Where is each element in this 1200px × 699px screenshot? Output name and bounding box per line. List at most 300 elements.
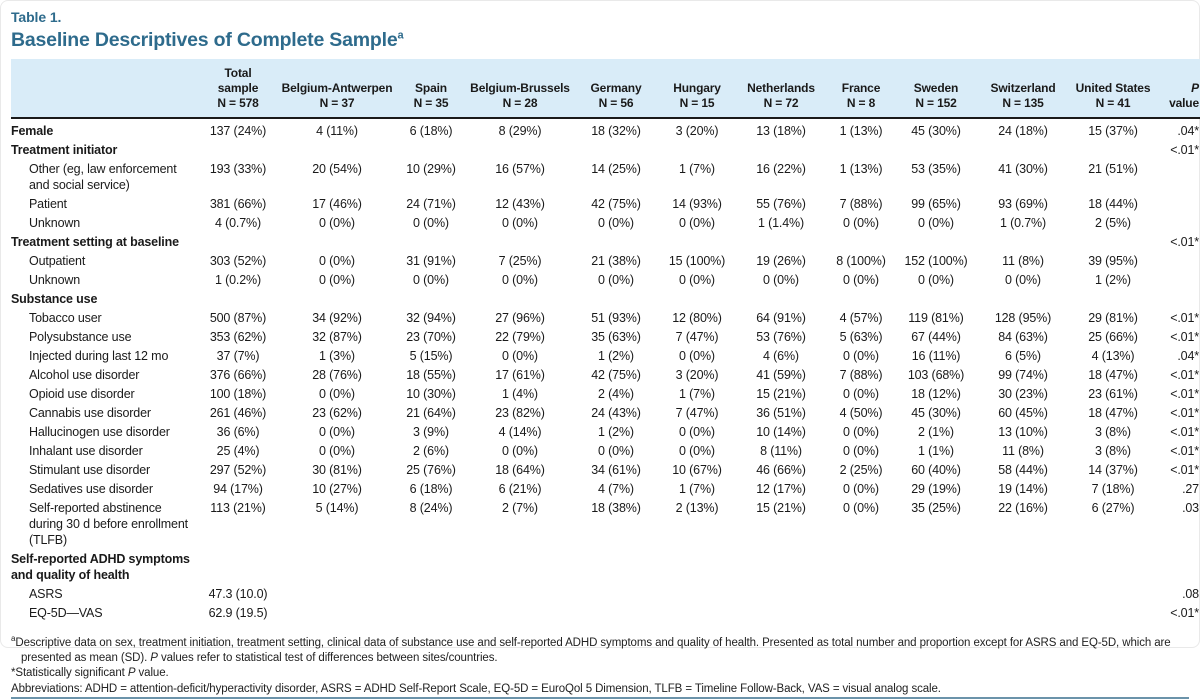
data-cell: 22 (16%) <box>998 501 1048 515</box>
data-cell: 58 (44%) <box>998 463 1048 477</box>
data-cell: 1 (13%) <box>839 162 883 176</box>
data-cell: 15 (21%) <box>756 501 806 515</box>
data-cell: 55 (76%) <box>756 197 806 211</box>
data-cell: 17 (61%) <box>495 368 545 382</box>
p-value-cell: <.01* <box>1170 235 1199 249</box>
table-row <box>11 271 1200 290</box>
data-cell: 7 (88%) <box>839 197 883 211</box>
data-cell <box>197 550 279 585</box>
data-cell <box>827 585 895 604</box>
table-row <box>11 366 1200 385</box>
data-cell: 17 (46%) <box>312 197 362 211</box>
table-title <box>11 29 1189 52</box>
data-cell <box>467 141 573 160</box>
table-title-footnote-marker: a <box>397 29 404 42</box>
data-cell: 39 (95%) <box>1088 254 1138 268</box>
data-cell: 0 (0%) <box>319 254 355 268</box>
data-cell <box>977 604 1069 623</box>
data-cell: 0 (0%) <box>843 216 879 230</box>
p-value-cell: .03 <box>1182 501 1199 515</box>
table-row <box>11 442 1200 461</box>
p-value-cell <box>1157 160 1200 195</box>
data-cell: 0 (0%) <box>843 349 879 363</box>
data-cell: 4 (57%) <box>839 311 883 325</box>
row-label: Substance use <box>11 292 98 306</box>
table-row <box>11 233 1200 252</box>
data-cell: 4 (50%) <box>839 406 883 420</box>
data-cell <box>395 585 467 604</box>
data-cell <box>659 141 735 160</box>
data-cell: 0 (0%) <box>679 273 715 287</box>
data-cell: 0 (0%) <box>843 444 879 458</box>
data-cell: 28 (76%) <box>312 368 362 382</box>
data-cell: 36 (51%) <box>756 406 806 420</box>
data-cell: 7 (18%) <box>1091 482 1135 496</box>
data-cell <box>977 585 1069 604</box>
data-cell: 2 (7%) <box>502 501 538 515</box>
data-cell: 64 (91%) <box>756 311 806 325</box>
data-cell: 41 (30%) <box>998 162 1048 176</box>
table-header-row <box>11 59 1200 118</box>
table-row <box>11 252 1200 271</box>
data-cell: 1 (0.2%) <box>214 273 262 287</box>
p-value-cell: <.01* <box>1170 330 1199 344</box>
data-cell: 2 (4%) <box>598 387 634 401</box>
data-cell: 6 (21%) <box>498 482 542 496</box>
data-cell: 14 (37%) <box>1088 463 1138 477</box>
row-label: Self-reported ADHD symptoms and quality of health <box>11 552 190 582</box>
data-cell <box>659 233 735 252</box>
data-cell: 93 (69%) <box>998 197 1048 211</box>
data-cell <box>827 604 895 623</box>
data-cell: 1 (2%) <box>598 349 634 363</box>
data-cell: 0 (0%) <box>843 425 879 439</box>
row-label: Tobacco user <box>29 311 102 325</box>
data-cell: 18 (47%) <box>1088 368 1138 382</box>
data-cell: 0 (0%) <box>598 216 634 230</box>
row-label: Stimulant use disorder <box>29 463 151 477</box>
data-cell: 10 (27%) <box>312 482 362 496</box>
p-value-cell: .04* <box>1177 124 1199 138</box>
data-cell: 30 (81%) <box>312 463 362 477</box>
row-label: Other (eg, law enforcement and social service) <box>29 162 177 192</box>
data-cell: 0 (0%) <box>679 349 715 363</box>
data-cell: 261 (46%) <box>209 406 267 420</box>
data-cell: 3 (8%) <box>1095 444 1131 458</box>
data-cell: 3 (8%) <box>1095 425 1131 439</box>
data-cell: 0 (0%) <box>598 444 634 458</box>
column-header: Germany N = 56 <box>573 59 659 118</box>
row-label: Hallucinogen use disorder <box>29 425 170 439</box>
data-cell: 5 (14%) <box>315 501 359 515</box>
row-label: Sedatives use disorder <box>29 482 153 496</box>
data-cell <box>279 141 395 160</box>
data-cell <box>977 141 1069 160</box>
data-cell <box>659 585 735 604</box>
data-cell: 7 (47%) <box>675 330 719 344</box>
data-cell: 7 (25%) <box>498 254 542 268</box>
column-header: Belgium-Brussels N = 28 <box>467 59 573 118</box>
data-cell: 22 (79%) <box>495 330 545 344</box>
p-value-cell: .08 <box>1182 587 1199 601</box>
data-cell: 51 (93%) <box>591 311 641 325</box>
data-cell: 62.9 (19.5) <box>208 606 268 620</box>
data-cell: 11 (8%) <box>1002 444 1044 458</box>
data-cell: 19 (26%) <box>756 254 806 268</box>
data-cell: 47.3 (10.0) <box>208 587 268 601</box>
data-cell: 128 (95%) <box>994 311 1052 325</box>
data-cell: 381 (66%) <box>209 197 267 211</box>
data-cell <box>827 290 895 309</box>
data-cell: 14 (25%) <box>591 162 641 176</box>
table-row <box>11 118 1200 141</box>
data-cell: 16 (11%) <box>911 349 961 363</box>
data-cell: 3 (20%) <box>675 124 719 138</box>
data-cell: 1 (1.4%) <box>757 216 805 230</box>
data-cell: 34 (61%) <box>591 463 641 477</box>
data-cell: 1 (2%) <box>598 425 634 439</box>
data-cell <box>197 141 279 160</box>
data-cell: 137 (24%) <box>209 124 267 138</box>
data-cell <box>735 604 827 623</box>
data-cell: 29 (19%) <box>911 482 961 496</box>
data-cell: 94 (17%) <box>213 482 263 496</box>
column-header: Spain N = 35 <box>395 59 467 118</box>
table-row <box>11 328 1200 347</box>
data-cell <box>279 290 395 309</box>
table-number: Table 1. <box>11 9 62 25</box>
data-cell: 29 (81%) <box>1088 311 1138 325</box>
p-value-cell: <.01* <box>1170 606 1199 620</box>
data-cell <box>1069 233 1157 252</box>
data-cell: 25 (76%) <box>406 463 456 477</box>
data-cell <box>573 604 659 623</box>
data-cell: 0 (0%) <box>679 444 715 458</box>
data-cell: 18 (38%) <box>591 501 641 515</box>
data-cell: 0 (0%) <box>843 501 879 515</box>
p-value-cell: <.01* <box>1170 444 1199 458</box>
data-cell: 45 (30%) <box>911 124 961 138</box>
data-cell: 4 (0.7%) <box>214 216 262 230</box>
data-cell: 25 (66%) <box>1088 330 1138 344</box>
data-cell: 5 (15%) <box>409 349 453 363</box>
row-label: Female <box>11 124 54 138</box>
data-cell: 12 (43%) <box>495 197 545 211</box>
data-cell: 4 (7%) <box>598 482 634 496</box>
data-cell: 10 (67%) <box>672 463 722 477</box>
p-value-cell: <.01* <box>1170 143 1199 157</box>
row-label: Alcohol use disorder <box>29 368 140 382</box>
data-cell: 303 (52%) <box>209 254 267 268</box>
table-row <box>11 214 1200 233</box>
data-cell: 1 (3%) <box>319 349 355 363</box>
data-cell: 18 (32%) <box>591 124 641 138</box>
data-cell: 34 (92%) <box>312 311 362 325</box>
data-cell: 0 (0%) <box>679 216 715 230</box>
data-cell: 25 (4%) <box>216 444 260 458</box>
data-cell <box>467 604 573 623</box>
data-cell: 32 (87%) <box>312 330 362 344</box>
data-cell: 8 (11%) <box>760 444 802 458</box>
p-value-cell <box>1157 550 1200 585</box>
data-cell: 23 (61%) <box>1088 387 1138 401</box>
data-cell: 8 (29%) <box>498 124 542 138</box>
data-cell <box>827 233 895 252</box>
column-header: Total sample N = 578 <box>197 59 279 118</box>
data-cell: 24 (43%) <box>591 406 641 420</box>
data-cell: 0 (0%) <box>319 444 355 458</box>
data-cell: 7 (88%) <box>839 368 883 382</box>
column-header: Belgium-Antwerpen N = 37 <box>279 59 395 118</box>
data-cell: 6 (18%) <box>409 124 453 138</box>
data-cell: 103 (68%) <box>907 368 965 382</box>
data-cell <box>977 550 1069 585</box>
data-cell <box>735 585 827 604</box>
row-label: Patient <box>29 197 67 211</box>
column-header: United States N = 41 <box>1069 59 1157 118</box>
data-cell: 0 (0%) <box>319 425 355 439</box>
data-cell: 2 (6%) <box>413 444 449 458</box>
table-row <box>11 461 1200 480</box>
data-cell: 15 (100%) <box>668 254 726 268</box>
data-cell: 6 (27%) <box>1091 501 1135 515</box>
column-header: Netherlands N = 72 <box>735 59 827 118</box>
row-label: EQ-5D—VAS <box>29 606 103 620</box>
column-header: Hungary N = 15 <box>659 59 735 118</box>
data-cell: 0 (0%) <box>502 444 538 458</box>
data-cell: 2 (13%) <box>675 501 719 515</box>
data-cell: 18 (44%) <box>1088 197 1138 211</box>
data-cell: 0 (0%) <box>502 273 538 287</box>
data-cell <box>279 550 395 585</box>
table-row <box>11 423 1200 442</box>
data-cell: 23 (70%) <box>406 330 456 344</box>
data-cell: 8 (100%) <box>836 254 886 268</box>
data-cell: 1 (7%) <box>679 387 715 401</box>
data-cell <box>895 604 977 623</box>
data-cell: 0 (0%) <box>319 387 355 401</box>
data-cell <box>977 290 1069 309</box>
table-row <box>11 141 1200 160</box>
data-cell <box>735 550 827 585</box>
data-cell: 376 (66%) <box>209 368 267 382</box>
footnote: *Statistically significant P value. <box>11 667 169 680</box>
data-cell: 0 (0%) <box>679 425 715 439</box>
data-cell: 1 (1%) <box>918 444 954 458</box>
data-cell: 3 (9%) <box>413 425 449 439</box>
data-cell: 0 (0%) <box>843 387 879 401</box>
data-cell: 0 (0%) <box>843 273 879 287</box>
data-cell <box>573 233 659 252</box>
data-cell <box>659 604 735 623</box>
data-cell: 0 (0%) <box>319 216 355 230</box>
footnote: $^a$Descriptive data on sex, treatment initiation, treatment setting, clinical data of substance use and self-reported ADHD symptoms and quality of health. Presented as total number and proportion except for ASRS and EQ-5D, which are presented as mean (SD). P values refer to statistical test of differences between sites/countries. <box>11 633 1171 664</box>
data-cell: 100 (18%) <box>209 387 267 401</box>
data-cell: 27 (96%) <box>495 311 545 325</box>
data-cell: 11 (8%) <box>1002 254 1044 268</box>
data-cell <box>659 550 735 585</box>
data-cell <box>279 604 395 623</box>
data-cell: 15 (21%) <box>756 387 806 401</box>
p-value-cell: <.01* <box>1170 387 1199 401</box>
data-cell <box>279 233 395 252</box>
data-cell: 2 (25%) <box>839 463 883 477</box>
data-cell: 42 (75%) <box>591 197 641 211</box>
p-value-cell <box>1157 214 1200 233</box>
column-header: Sweden N = 152 <box>895 59 977 118</box>
p-value-cell: .04* <box>1177 349 1199 363</box>
p-value-cell: <.01* <box>1170 406 1199 420</box>
footnotes <box>11 634 1189 698</box>
data-cell: 5 (63%) <box>839 330 883 344</box>
data-cell: 0 (0%) <box>319 273 355 287</box>
baseline-descriptives-table <box>11 59 1200 623</box>
data-cell <box>467 233 573 252</box>
table-row <box>11 309 1200 328</box>
row-label: ASRS <box>29 587 63 601</box>
data-cell: 53 (35%) <box>911 162 961 176</box>
row-label: Treatment initiator <box>11 143 118 157</box>
data-cell: 4 (11%) <box>316 124 358 138</box>
p-value-cell: <.01* <box>1170 425 1199 439</box>
table-row <box>11 585 1200 604</box>
data-cell <box>573 550 659 585</box>
column-header: P value <box>1157 59 1200 118</box>
data-cell <box>467 550 573 585</box>
data-cell: 23 (82%) <box>495 406 545 420</box>
table-row <box>11 404 1200 423</box>
data-cell <box>1069 604 1157 623</box>
data-cell: 24 (18%) <box>998 124 1048 138</box>
data-cell <box>197 290 279 309</box>
data-cell <box>1069 585 1157 604</box>
row-label: Injected during last 12 mo <box>29 349 169 363</box>
data-cell: 1 (0.7%) <box>999 216 1047 230</box>
data-cell: 18 (12%) <box>911 387 961 401</box>
data-cell: 10 (14%) <box>756 425 806 439</box>
data-cell: 2 (5%) <box>1095 216 1131 230</box>
data-cell: 1 (7%) <box>679 482 715 496</box>
data-cell: 1 (4%) <box>502 387 538 401</box>
data-cell <box>895 585 977 604</box>
data-cell: 0 (0%) <box>502 349 538 363</box>
data-cell: 19 (14%) <box>998 482 1048 496</box>
row-label: Treatment setting at baseline <box>11 235 179 249</box>
data-cell: 13 (10%) <box>998 425 1048 439</box>
data-cell: 21 (64%) <box>406 406 456 420</box>
data-cell: 18 (64%) <box>495 463 545 477</box>
data-cell: 113 (21%) <box>210 501 266 515</box>
data-cell: 35 (63%) <box>591 330 641 344</box>
data-cell <box>1069 290 1157 309</box>
data-cell: 0 (0%) <box>598 273 634 287</box>
data-cell: 30 (23%) <box>998 387 1048 401</box>
data-cell: 16 (57%) <box>495 162 545 176</box>
data-cell: 0 (0%) <box>918 216 954 230</box>
data-cell: 1 (7%) <box>679 162 715 176</box>
table-row <box>11 385 1200 404</box>
data-cell: 0 (0%) <box>918 273 954 287</box>
row-label: Cannabis use disorder <box>29 406 151 420</box>
p-value-cell <box>1157 271 1200 290</box>
data-cell: 13 (18%) <box>756 124 806 138</box>
data-cell: 10 (29%) <box>406 162 456 176</box>
data-cell: 14 (93%) <box>672 197 722 211</box>
data-cell: 23 (62%) <box>312 406 362 420</box>
data-cell: 46 (66%) <box>756 463 806 477</box>
row-label: Inhalant use disorder <box>29 444 143 458</box>
data-cell: 35 (25%) <box>911 501 961 515</box>
data-cell: 36 (6%) <box>216 425 260 439</box>
data-cell <box>977 233 1069 252</box>
table-row <box>11 550 1200 585</box>
data-cell: 1 (2%) <box>1095 273 1131 287</box>
data-cell <box>197 233 279 252</box>
table-title-text: Baseline Descriptives of Complete Sample <box>11 29 398 51</box>
data-cell <box>573 585 659 604</box>
p-value-cell <box>1157 290 1200 309</box>
data-cell <box>395 141 467 160</box>
data-cell <box>395 233 467 252</box>
data-cell: 6 (18%) <box>409 482 453 496</box>
data-cell: 0 (0%) <box>502 216 538 230</box>
data-cell <box>827 141 895 160</box>
data-cell: 37 (7%) <box>216 349 260 363</box>
data-cell: 1 (13%) <box>839 124 883 138</box>
data-cell <box>395 604 467 623</box>
data-cell: 193 (33%) <box>209 162 267 176</box>
data-cell: 20 (54%) <box>312 162 362 176</box>
data-cell <box>895 550 977 585</box>
data-cell: 0 (0%) <box>843 482 879 496</box>
row-label-header <box>11 59 197 118</box>
data-cell <box>1069 141 1157 160</box>
data-cell: 7 (47%) <box>675 406 719 420</box>
data-cell: 15 (37%) <box>1088 124 1138 138</box>
data-cell <box>735 233 827 252</box>
data-cell: 53 (76%) <box>756 330 806 344</box>
data-cell: 60 (40%) <box>911 463 961 477</box>
p-value-cell: <.01* <box>1170 368 1199 382</box>
table-row <box>11 604 1200 623</box>
data-cell: 18 (47%) <box>1088 406 1138 420</box>
data-cell: 67 (44%) <box>911 330 961 344</box>
data-cell: 2 (1%) <box>918 425 954 439</box>
data-cell: 500 (87%) <box>209 311 267 325</box>
data-cell <box>395 550 467 585</box>
data-cell: 99 (74%) <box>998 368 1048 382</box>
data-cell: 353 (62%) <box>209 330 267 344</box>
data-cell: 4 (14%) <box>498 425 542 439</box>
data-cell: 297 (52%) <box>209 463 267 477</box>
data-cell: 41 (59%) <box>756 368 806 382</box>
data-cell <box>827 550 895 585</box>
data-cell: 4 (13%) <box>1091 349 1135 363</box>
data-cell: 84 (63%) <box>998 330 1048 344</box>
data-cell: 45 (30%) <box>911 406 961 420</box>
p-value-cell <box>1157 252 1200 271</box>
table-row <box>11 195 1200 214</box>
table-row <box>11 347 1200 366</box>
data-cell <box>573 141 659 160</box>
data-cell: 21 (51%) <box>1088 162 1138 176</box>
data-cell: 119 (81%) <box>908 311 964 325</box>
data-cell: 24 (71%) <box>406 197 456 211</box>
data-cell: 0 (0%) <box>413 216 449 230</box>
data-cell: 4 (6%) <box>763 349 799 363</box>
p-value-cell: <.01* <box>1170 311 1199 325</box>
data-cell: 10 (30%) <box>406 387 456 401</box>
